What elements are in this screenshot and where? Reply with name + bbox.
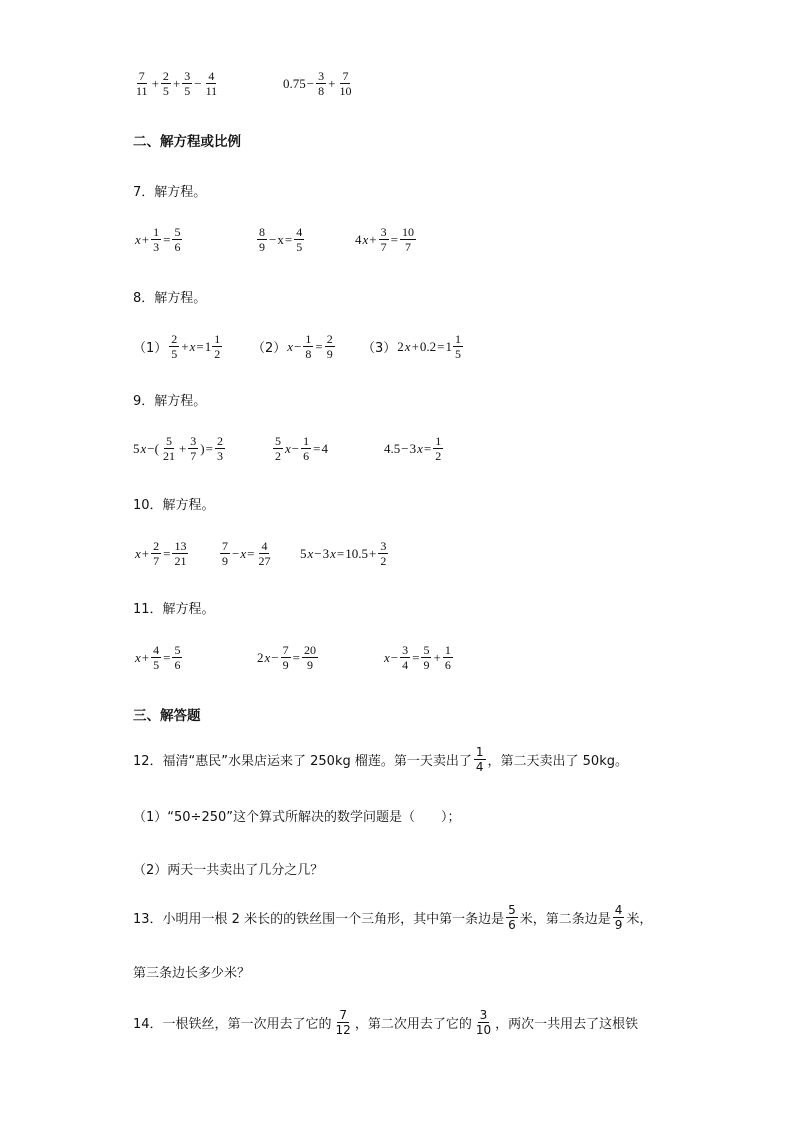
question-12-sub-1: （1）“50÷250”这个算式所解决的数学问题是（ ）； <box>133 810 461 825</box>
q9-equation-2: $\frac{5}{2}$ x − $\frac{1}{6}$ = 4 <box>275 434 328 463</box>
operator: − <box>194 75 202 91</box>
question-11-label: 11．解方程。 <box>133 602 215 617</box>
q10-equation-1: x + $\frac{2}{7}$ = $\frac{13}{21}$ <box>135 539 187 568</box>
q11-equation-1: x + $\frac{4}{5}$ = $\frac{5}{6}$ <box>135 643 181 672</box>
question-14-text: 14．一根铁丝，第一次用去了它的 $\frac{7}{12}$ ，第二次用去了它的 $\frac{3}{10}$ ，两次一共用去了这根铁 <box>133 1008 639 1037</box>
q9-equation-1: 5 x −( $\frac{5}{21}$ + $\frac{3}{7}$ ) = $\frac{2}{3}$ <box>133 434 223 463</box>
fraction: $\frac{7}{11}$ <box>136 69 148 98</box>
question-13-line-2: 第三条边长多少米？ <box>133 966 251 981</box>
q8-part-2: （2） x − $\frac{1}{8}$ = $\frac{2}{9}$ <box>252 332 333 361</box>
question-10-label: 10．解方程。 <box>133 498 215 513</box>
operator: + <box>328 75 336 91</box>
q11-equation-2: 2 x − $\frac{7}{9}$ = $\frac{20}{9}$ <box>257 643 316 672</box>
expression-1 <box>133 70 220 97</box>
q9-equation-3: 4.5 − 3 x = $\frac{1}{2}$ <box>384 434 442 463</box>
fraction: $\frac{7}{10}$ <box>339 69 352 98</box>
q8-part-3: （3） 2 x + 0.2 = 1 $\frac{1}{5}$ <box>362 332 461 361</box>
fraction: $\frac{2}{5}$ <box>162 69 169 98</box>
question-9-label: 9．解方程。 <box>133 394 207 409</box>
q7-equation-2: $\frac{8}{9}$ − x = $\frac{4}{5}$ <box>259 225 303 254</box>
question-8-label: 8．解方程。 <box>133 291 207 306</box>
operator: − <box>306 75 315 91</box>
section-3-title: 三、解答题 <box>133 708 201 724</box>
question-12-sub-2: （2）两天一共卖出了几分之几？ <box>133 863 324 878</box>
q11-equation-3: x − $\frac{3}{4}$ = $\frac{5}{9}$ + $\frac{1}{6}$ <box>384 643 451 672</box>
q10-equation-3: 5 x − 3 x = 10.5 + $\frac{3}{2}$ <box>300 539 387 568</box>
q8-part-1: （1） $\frac{2}{5}$ + x = 1 $\frac{1}{2}$ <box>133 332 221 361</box>
question-7-label: 7．解方程。 <box>133 185 207 200</box>
operator: + <box>151 75 159 91</box>
question-13-text: 13．小明用一根 2 米长的的铁丝围一个三角形，其中第一条边是 $\frac{5}{6}$ 米，第二条边是 $\frac{4}{9}$ 米， <box>133 903 653 932</box>
q7-equation-3: 4 x + $\frac{3}{7}$ = $\frac{10}{7}$ <box>355 225 414 254</box>
fraction: $\frac{3}{8}$ <box>318 69 325 98</box>
fraction: $\frac{4}{11}$ <box>205 69 218 98</box>
q7-equation-1: x + $\frac{1}{3}$ = $\frac{5}{6}$ <box>135 225 181 254</box>
q10-equation-2: $\frac{7}{9}$ − x = $\frac{4}{27}$ <box>222 539 271 568</box>
fraction: $\frac{3}{5}$ <box>184 69 191 98</box>
question-12-text: 12．福清“惠民”水果店运来了 250kg 榴莲。第一天卖出了 $\frac{1}{4}$ ，第二天卖出了 50kg。 <box>133 745 628 774</box>
operator: + <box>172 75 181 91</box>
number: 0.75 <box>283 75 306 91</box>
expression-2 <box>283 70 354 97</box>
section-2-title: 二、解方程或比例 <box>133 134 241 150</box>
